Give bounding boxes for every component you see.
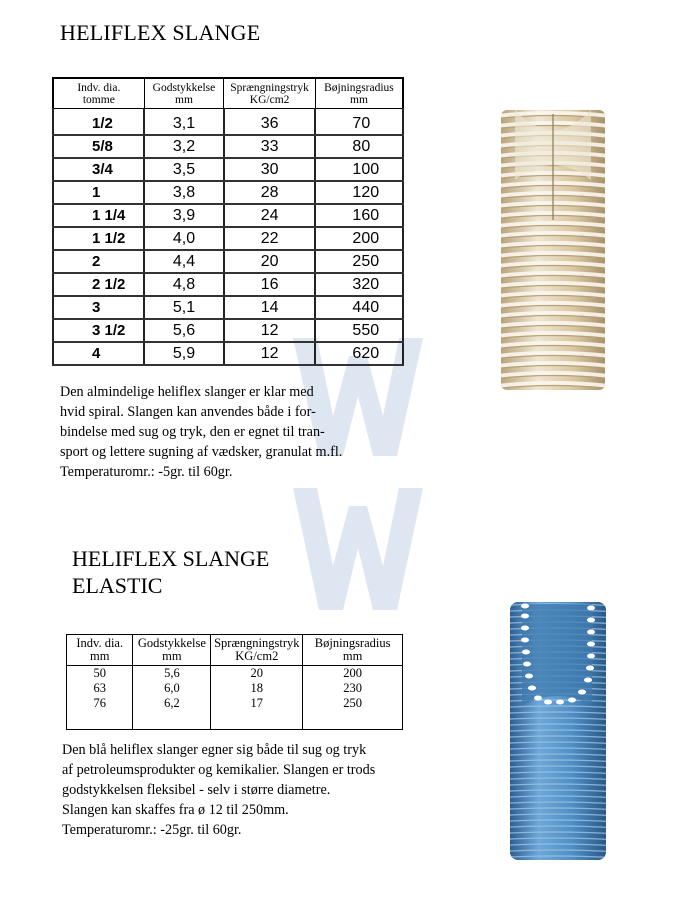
cell-burst: 28 <box>224 181 316 204</box>
description-line: godstykkelsen fleksibel - selv i større diametre. <box>62 782 331 798</box>
cell-diameter: 50 <box>67 666 133 682</box>
table-header-row <box>67 635 403 666</box>
cell-diameter: 76 <box>67 696 133 730</box>
cell-wall: 5,6 <box>133 666 211 682</box>
description-line: Den blå heliflex slanger egner sig både til sug og tryk <box>62 742 367 758</box>
cell-burst: 12 <box>224 319 316 342</box>
clear-hose-photo <box>497 110 609 390</box>
table-row <box>53 319 403 342</box>
cell-diameter: 63 <box>67 681 133 696</box>
table-row <box>53 135 403 158</box>
header-bend-radius: Bøjningsradius mm <box>315 78 403 109</box>
description-line: Temperaturomr.: -5gr. til 60gr. <box>60 464 233 480</box>
cell-wall: 3,5 <box>144 158 224 181</box>
cell-wall: 5,6 <box>144 319 224 342</box>
cell-diameter: 1 <box>53 181 144 204</box>
header-diameter: Indv. dia. tomme <box>53 78 144 109</box>
table-row <box>53 158 403 181</box>
cell-radius: 250 <box>303 696 403 730</box>
section2-title <box>72 545 269 599</box>
table-row <box>67 681 403 696</box>
cell-wall: 4,8 <box>144 273 224 296</box>
cell-radius: 80 <box>315 135 403 158</box>
cell-radius: 70 <box>315 113 403 135</box>
description-line: Den almindelige heliflex slanger er klar med <box>60 384 314 400</box>
cell-wall: 3,2 <box>144 135 224 158</box>
cell-burst: 16 <box>224 273 316 296</box>
cell-radius: 440 <box>315 296 403 319</box>
cell-burst: 20 <box>211 666 303 682</box>
table-row <box>53 227 403 250</box>
cell-diameter: 2 1/2 <box>53 273 144 296</box>
section1-description <box>60 382 400 482</box>
cell-radius: 620 <box>315 342 403 365</box>
cell-diameter: 3/4 <box>53 158 144 181</box>
cell-burst: 18 <box>211 681 303 696</box>
cell-wall: 4,0 <box>144 227 224 250</box>
cell-wall: 4,4 <box>144 250 224 273</box>
cell-radius: 250 <box>315 250 403 273</box>
header-wall-thickness: Godstykkelse mm <box>133 635 211 666</box>
header-bend-radius: Bøjningsradius mm <box>303 635 403 666</box>
cell-radius: 320 <box>315 273 403 296</box>
description-line: hvid spiral. Slangen kan anvendes både i for- <box>60 404 316 420</box>
blue-hose-photo <box>492 596 618 862</box>
cell-wall: 6,2 <box>133 696 211 730</box>
cell-wall: 3,1 <box>144 113 224 135</box>
cell-wall: 5,1 <box>144 296 224 319</box>
table-row <box>53 113 403 135</box>
table-row <box>53 296 403 319</box>
cell-burst: 12 <box>224 342 316 365</box>
cell-diameter: 1 1/4 <box>53 204 144 227</box>
table-row <box>53 273 403 296</box>
cell-diameter: 1/2 <box>53 113 144 135</box>
table-row <box>53 342 403 365</box>
header-wall-thickness: Godstykkelse mm <box>144 78 224 109</box>
cell-wall: 5,9 <box>144 342 224 365</box>
heliflex-elastic-spec-table <box>66 634 403 730</box>
cell-diameter: 2 <box>53 250 144 273</box>
cell-burst: 20 <box>224 250 316 273</box>
description-line: Temperaturomr.: -25gr. til 60gr. <box>62 822 242 838</box>
cell-burst: 22 <box>224 227 316 250</box>
description-line: Slangen kan skaffes fra ø 12 til 250mm. <box>62 802 289 818</box>
section2-description <box>62 740 432 840</box>
section2-title-line2: ELASTIC <box>72 573 163 598</box>
cell-burst: 30 <box>224 158 316 181</box>
cell-diameter: 3 1/2 <box>53 319 144 342</box>
description-line: af petroleumsprodukter og kemikalier. Slangen er trods <box>62 762 376 778</box>
cell-diameter: 4 <box>53 342 144 365</box>
cell-radius: 550 <box>315 319 403 342</box>
cell-burst: 17 <box>211 696 303 730</box>
cell-radius: 200 <box>315 227 403 250</box>
cell-radius: 230 <box>303 681 403 696</box>
cell-wall: 3,8 <box>144 181 224 204</box>
section1-title: HELIFLEX SLANGE <box>60 20 261 45</box>
heliflex-spec-table <box>52 77 404 366</box>
cell-diameter: 1 1/2 <box>53 227 144 250</box>
cell-burst: 33 <box>224 135 316 158</box>
cell-radius: 100 <box>315 158 403 181</box>
table-row <box>53 181 403 204</box>
cell-diameter: 5/8 <box>53 135 144 158</box>
section2-title-line1: HELIFLEX SLANGE <box>72 546 270 571</box>
table-row <box>67 696 403 730</box>
cell-radius: 200 <box>303 666 403 682</box>
cell-wall: 3,9 <box>144 204 224 227</box>
table-row <box>53 204 403 227</box>
cell-burst: 24 <box>224 204 316 227</box>
header-burst-pressure: Sprængningstryk KG/cm2 <box>224 78 316 109</box>
description-line: bindelse med sug og tryk, den er egnet til tran- <box>60 424 325 440</box>
description-line: sport og lettere sugning af vædsker, granulat m.fl. <box>60 444 343 460</box>
cell-radius: 120 <box>315 181 403 204</box>
header-diameter: Indv. dia. mm <box>67 635 133 666</box>
table-header-row <box>53 78 403 109</box>
cell-radius: 160 <box>315 204 403 227</box>
cell-wall: 6,0 <box>133 681 211 696</box>
cell-burst: 36 <box>224 113 316 135</box>
table-row <box>67 666 403 682</box>
cell-burst: 14 <box>224 296 316 319</box>
cell-diameter: 3 <box>53 296 144 319</box>
header-burst-pressure: Sprængningstryk KG/cm2 <box>211 635 303 666</box>
table-row <box>53 250 403 273</box>
